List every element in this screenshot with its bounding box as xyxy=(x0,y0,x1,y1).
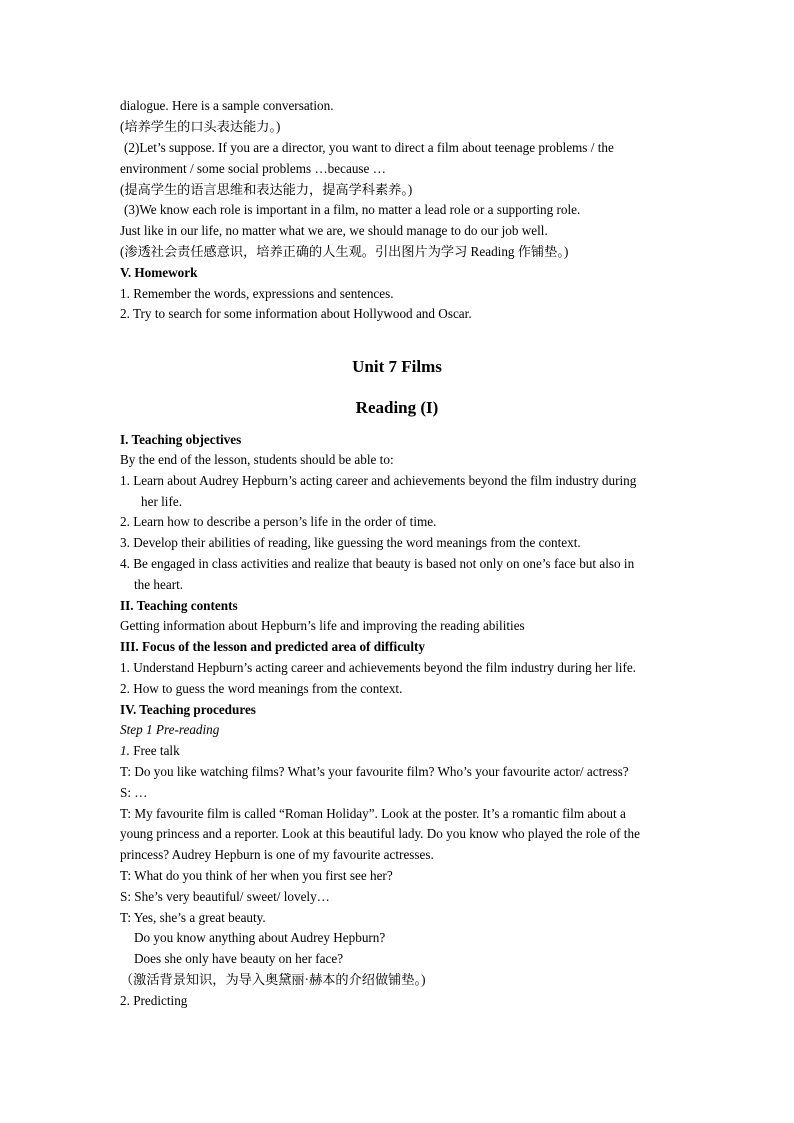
dialogue-line: young princess and a reporter. Look at this beautiful lady. Do you know who played the role of the xyxy=(120,826,640,841)
section-heading: I. Teaching objectives xyxy=(120,432,242,447)
text-line: 3. Develop their abilities of reading, like guessing the word meanings from the context. xyxy=(120,535,581,550)
text-line: Just like in our life, no matter what we are, we should manage to do our job well. xyxy=(120,223,548,238)
text-line: 2. Predicting xyxy=(120,993,188,1008)
text-line: (3)We know each role is important in a film, no matter a lead role or a supporting role. xyxy=(124,202,581,217)
dialogue-line: T: Yes, she’s a great beauty. xyxy=(120,910,266,925)
text-line: 1. Remember the words, expressions and sentences. xyxy=(120,286,394,301)
text-line: environment / some social problems …because … xyxy=(120,161,386,176)
text-line: (提高学生的语言思维和表达能力，提高学科素养。) xyxy=(120,182,413,197)
text-line: the heart. xyxy=(134,577,184,592)
dialogue-line: princess? Audrey Hepburn is one of my favourite actresses. xyxy=(120,847,434,862)
dialogue-line: S: … xyxy=(120,785,148,800)
text-line: 2. How to guess the word meanings from the context. xyxy=(120,681,403,696)
dialogue-line: T: What do you think of her when you first see her? xyxy=(120,868,393,883)
list-number: 1. xyxy=(120,743,130,758)
text-line: (培养学生的口头表达能力。) xyxy=(120,119,281,134)
dialogue-line: T: My favourite film is called “Roman Holiday”. Look at the poster. It’s a romantic film about a xyxy=(120,806,626,821)
text-line: dialogue. Here is a sample conversation. xyxy=(120,98,334,113)
section-heading: II. Teaching contents xyxy=(120,598,238,613)
text-line: 2. Try to search for some information about Hollywood and Oscar. xyxy=(120,306,472,321)
text-line xyxy=(120,743,180,759)
text-line: 2. Learn how to describe a person’s life in the order of time. xyxy=(120,514,437,529)
unit-title: Unit 7 Films xyxy=(352,357,442,376)
step-heading: Step 1 Pre-reading xyxy=(120,722,220,737)
dialogue-line: T: Do you like watching films? What’s your favourite film? Who’s your favourite actor/ actress? xyxy=(120,764,629,779)
text-line: her life. xyxy=(141,494,183,509)
lesson-title: Reading (I) xyxy=(355,398,439,417)
dialogue-line: Does she only have beauty on her face? xyxy=(134,951,344,966)
text-line: 1. Understand Hepburn’s acting career and achievements beyond the film industry during her life. xyxy=(120,660,636,675)
text-line: （激活背景知识，为导入奥黛丽·赫本的介绍做铺垫。) xyxy=(120,972,426,987)
dialogue-line: Do you know anything about Audrey Hepburn? xyxy=(134,930,386,945)
text-line: Getting information about Hepburn’s life and improving the reading abilities xyxy=(120,618,525,633)
text-line: (2)Let’s suppose. If you are a director, you want to direct a film about teenage problems / the xyxy=(124,140,614,155)
text-line: (渗透社会责任感意识，培养正确的人生观。引出图片为学习 Reading 作铺垫。) xyxy=(120,244,569,259)
section-heading: III. Focus of the lesson and predicted area of difficulty xyxy=(120,639,426,654)
list-label: Free talk xyxy=(129,743,180,758)
section-heading: V. Homework xyxy=(120,265,198,280)
text-line: 1. Learn about Audrey Hepburn’s acting career and achievements beyond the film industry during xyxy=(120,473,637,488)
text-line: By the end of the lesson, students should be able to: xyxy=(120,452,394,467)
section-heading: IV. Teaching procedures xyxy=(120,702,256,717)
text-line: 4. Be engaged in class activities and realize that beauty is based not only on one’s face but also in xyxy=(120,556,635,571)
dialogue-line: S: She’s very beautiful/ sweet/ lovely… xyxy=(120,889,330,904)
